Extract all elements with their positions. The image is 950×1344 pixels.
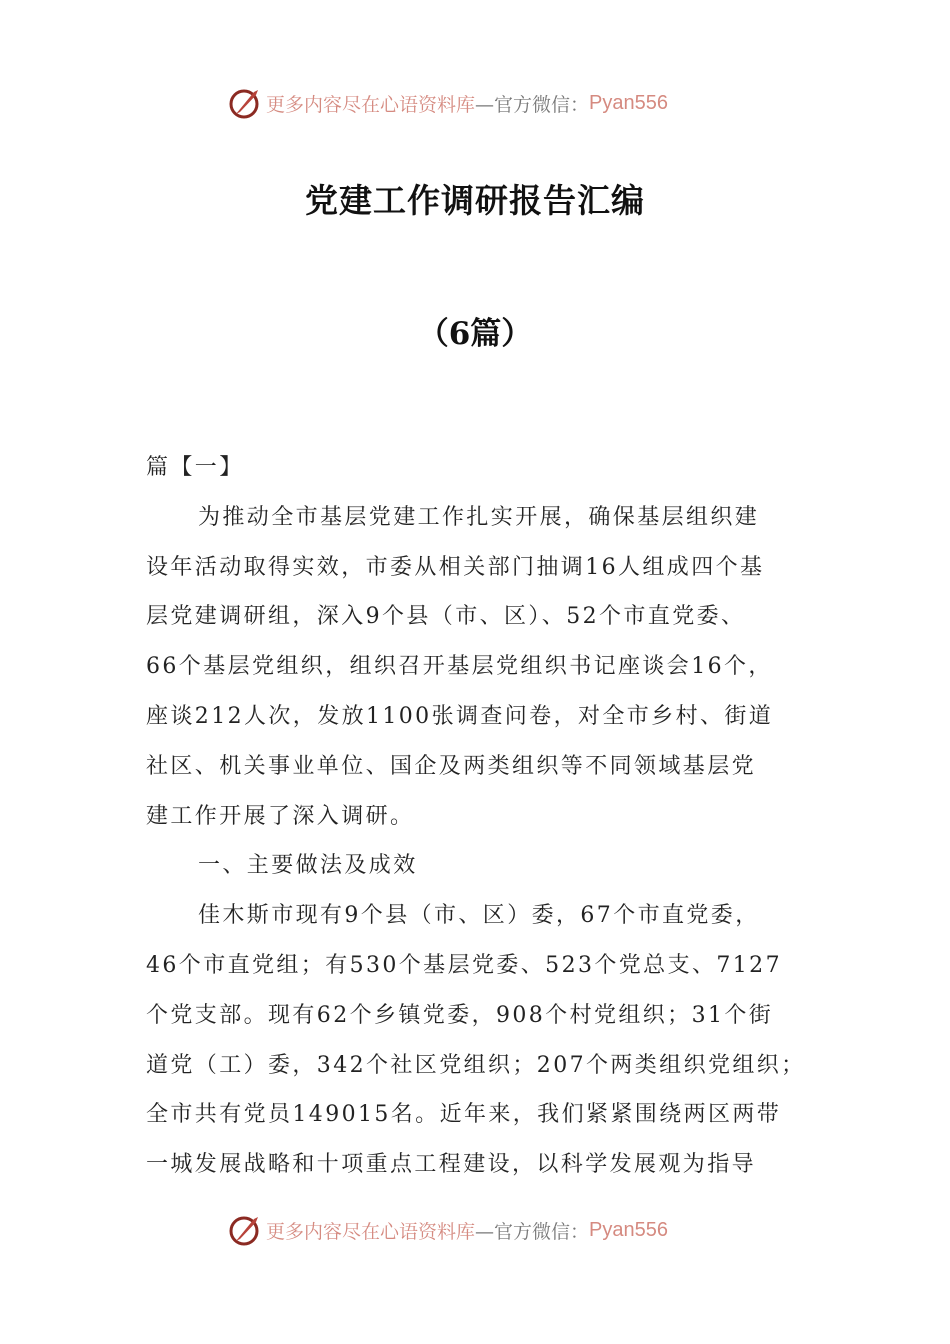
document-title: 党建工作调研报告汇编	[305, 181, 645, 220]
text-line: 社区、机关事业单位、国企及两类组织等不同领域基层党	[146, 753, 757, 779]
document-body	[146, 443, 826, 1190]
text-line: 篇【一】	[146, 455, 244, 480]
watermark-header	[228, 83, 668, 123]
watermark-text: 更多内容尽在心语资料库	[266, 1220, 476, 1243]
text-line: 个党支部。现有62个乡镇党委，908个村党组织；31个街	[146, 1002, 774, 1028]
watermark-footer	[228, 1210, 668, 1250]
watermark-label: —官方微信：	[475, 1220, 590, 1243]
quill-logo-icon	[228, 1213, 262, 1247]
watermark-label: —官方微信：	[475, 93, 590, 116]
text-line: 佳木斯市现有9个县（市、区）委，67个市直党委，	[198, 903, 760, 929]
document-subtitle: （6篇）	[417, 316, 533, 352]
text-line: 一、主要做法及成效	[198, 853, 418, 879]
watermark-id: Pyan556	[589, 1218, 668, 1241]
text-line: 一城发展战略和十项重点工程建设，以科学发展观为指导	[146, 1152, 757, 1178]
watermark-text: 更多内容尽在心语资料库	[266, 93, 476, 116]
text-line: 66个基层党组织，组织召开基层党组织书记座谈会16个，	[146, 654, 773, 680]
text-line: 全市共有党员149015名。近年来，我们紧紧围绕两区两带	[146, 1102, 782, 1128]
text-line: 建工作开展了深入调研。	[146, 803, 415, 829]
text-line: 设年活动取得实效，市委从相关部门抽调16人组成四个基	[146, 554, 765, 580]
text-line: 为推动全市基层党建工作扎实开展，确保基层组织建	[198, 504, 760, 530]
watermark-id: Pyan556	[589, 91, 668, 114]
text-line: 46个市直党组；有530个基层党委、523个党总支、7127	[146, 952, 782, 978]
text-line: 座谈212人次，发放1100张调查问卷，对全市乡村、街道	[146, 703, 774, 729]
text-line: 层党建调研组，深入9个县（市、区）、52个市直党委、	[146, 604, 746, 630]
text-line: 道党（工）委，342个社区党组织；207个两类组织党组织；	[146, 1052, 806, 1078]
quill-logo-icon	[228, 86, 262, 120]
